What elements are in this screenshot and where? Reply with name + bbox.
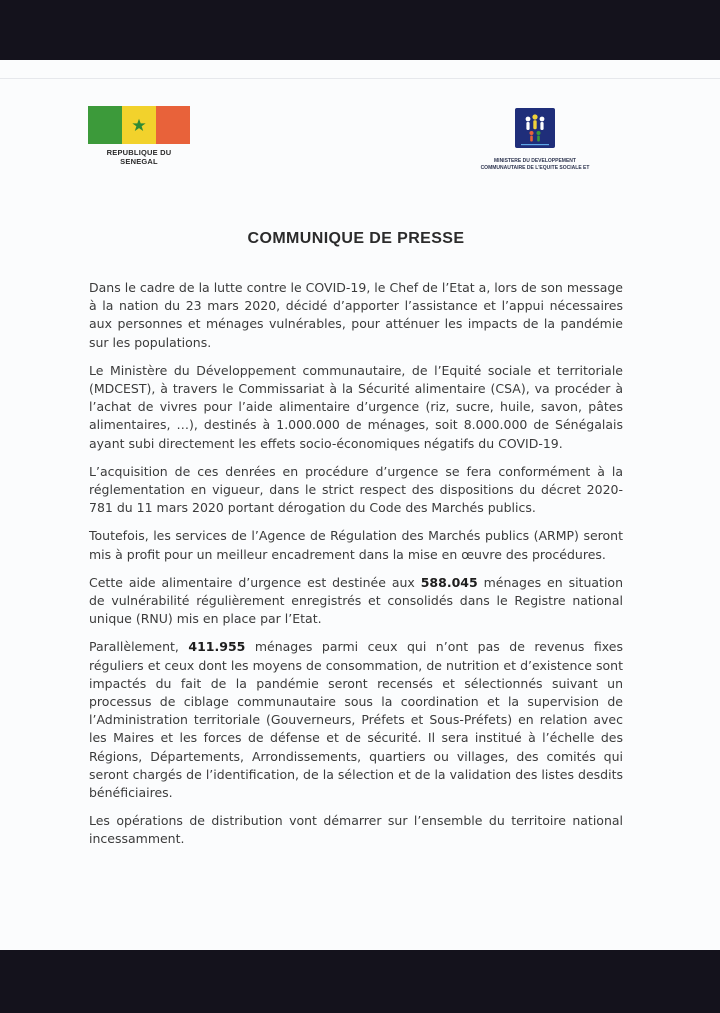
ministry-header <box>460 108 610 172</box>
paragraph: Toutefois, les services de l’Agence de Régulation des Marchés publics (ARMP) seront mis à profit pour un meilleur encadrement dans la mise en œuvre des procédures. <box>89 528 623 562</box>
senegal-flag-icon <box>88 106 190 144</box>
flag-band-red <box>156 106 190 144</box>
household-count-highlight: 588.045 <box>420 574 478 590</box>
bottom-dark-bar <box>0 950 720 1013</box>
ministry-caption-line2: COMMUNAUTAIRE DE L'EQUITE SOCIALE ET <box>480 165 590 171</box>
paragraph <box>89 574 623 629</box>
paragraph-text: ménages parmi ceux qui n’ont pas de revenus fixes réguliers et ceux dont les moyens de consommation, de nutrition et d’existence sont impactés du fait de la pandémie seront recensés et sélectionnés suivant un processus de ciblage communautaire sous la coordination et la supervision de l’Administration territoriale (Gouverneurs, Préfets et Sous-Préfets) en relation avec les Maires et les forces de défense et de sécurité. Il sera institué à l’échelle des Régions, Départements, Arrondissements, quartiers ou villages, des comités qui seront chargés de l’identification, de la sélection et de la validation des listes desdits bénéficiaires. <box>89 639 623 801</box>
press-release-body <box>89 279 623 859</box>
republic-header <box>88 106 190 166</box>
paragraph: L’acquisition de ces denrées en procédure d’urgence se fera conformément à la réglementation en vigueur, dans le strict respect des dispositions du décret 2020-781 du 11 mars 2020 portant dérogation du Code des Marchés publics. <box>89 463 623 516</box>
star-icon <box>132 118 146 132</box>
page-divider <box>0 78 720 79</box>
household-count-highlight: 411.955 <box>188 639 246 655</box>
people-emblem-icon <box>515 108 555 148</box>
paragraph-text: ménages en situation de vulnérabilité régulièrement enregistrés et consolidés dans le Registre national unique (RNU) mis en place par l’Etat. <box>89 574 623 627</box>
flag-band-yellow <box>122 106 156 144</box>
republic-caption <box>88 148 190 166</box>
republic-caption-line2: SENEGAL <box>120 157 158 166</box>
paragraph-text: Parallèlement, <box>89 639 189 655</box>
ministry-caption-line1: MINISTERE DU DEVELOPPEMENT <box>494 158 576 164</box>
paragraph: Le Ministère du Développement communautaire, de l’Equité sociale et territoriale (MDCEST), à travers le Commissariat à la Sécurité alimentaire (CSA), va procéder à l’achat de vivres pour l’aide alimentaire d’urgence (riz, sucre, huile, savon, pâtes alimentaires, …), destinés à 1.000.000 de ménages, soit 8.000.000 de Sénégalais ayant subi directement les effets socio-économiques négatifs du COVID-19. <box>89 362 623 451</box>
ministry-caption <box>460 158 610 172</box>
paragraph-text: Cette aide alimentaire d’urgence est destinée aux <box>89 574 421 590</box>
top-dark-bar <box>0 0 720 60</box>
paragraph: Dans le cadre de la lutte contre le COVID-19, le Chef de l’Etat a, lors de son message à la nation du 23 mars 2020, décidé d’apporter l’assistance et l’appui nécessaires aux personnes et ménages vulnérables, pour atténuer les impacts de la pandémie sur les populations. <box>89 280 623 350</box>
republic-caption-line1: REPUBLIQUE DU <box>106 148 172 157</box>
paragraph: Les opérations de distribution vont démarrer sur l’ensemble du territoire national incessamment. <box>89 813 623 847</box>
paragraph <box>89 638 623 802</box>
document-page <box>0 60 720 950</box>
flag-band-green <box>88 106 122 144</box>
document-title: COMMUNIQUE DE PRESSE <box>247 230 465 247</box>
ministry-logo-icon <box>515 108 555 148</box>
